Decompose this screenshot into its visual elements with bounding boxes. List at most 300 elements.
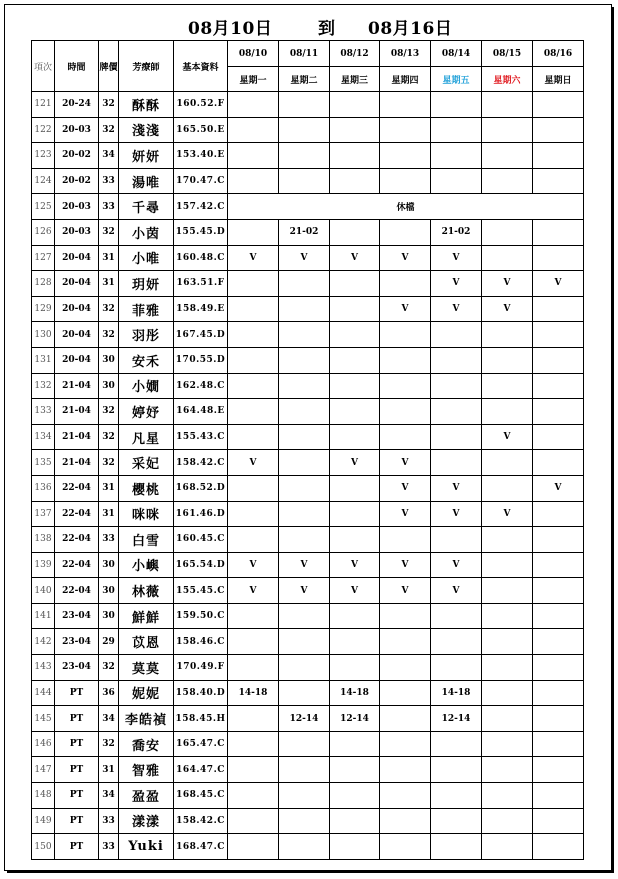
row-day-cell [380, 399, 431, 425]
row-day-cell: V [330, 552, 380, 578]
row-day-cell [380, 424, 431, 450]
row-price-cell: 31 [99, 475, 119, 501]
row-day-cell [431, 834, 482, 860]
row-day-cell: V [380, 245, 431, 271]
row-day-cell: V [533, 475, 584, 501]
row-day-cell [533, 603, 584, 629]
row-time-cell: 20-04 [55, 322, 99, 348]
row-day-cell [380, 629, 431, 655]
row-day-cell [482, 322, 533, 348]
row-price-cell: 31 [99, 757, 119, 783]
row-day-cell [279, 731, 330, 757]
row-therapist-cell: 莫莫 [119, 655, 174, 681]
row-index-cell: 138 [32, 527, 55, 553]
row-price-cell: 33 [99, 808, 119, 834]
header-time: 時間 [55, 41, 99, 92]
row-day-cell [279, 629, 330, 655]
row-time-cell: 20-03 [55, 219, 99, 245]
row-day-cell [533, 629, 584, 655]
row-day-cell [279, 117, 330, 143]
row-day-cell [228, 92, 279, 118]
row-time-cell: 23-04 [55, 603, 99, 629]
row-day-cell [431, 757, 482, 783]
table-row [32, 552, 584, 578]
schedule-title [0, 14, 618, 40]
row-day-cell: V [431, 578, 482, 604]
row-index-cell: 134 [32, 424, 55, 450]
row-price-cell: 30 [99, 578, 119, 604]
row-index-cell: 136 [32, 475, 55, 501]
row-day-cell [431, 117, 482, 143]
row-price-cell: 29 [99, 629, 119, 655]
row-info-cell: 170.55.D [174, 347, 228, 373]
row-day-cell [228, 296, 279, 322]
row-info-cell: 157.42.C [174, 194, 228, 220]
row-day-cell [431, 424, 482, 450]
table-row [32, 347, 584, 373]
header-date: 08/16 [533, 41, 584, 67]
row-therapist-cell: 小嫺 [119, 373, 174, 399]
row-info-cell: 170.49.F [174, 655, 228, 681]
row-therapist-cell: 小嶼 [119, 552, 174, 578]
schedule-table [31, 40, 584, 860]
row-price-cell: 34 [99, 706, 119, 732]
row-index-cell: 127 [32, 245, 55, 271]
title-end-date: 08月16日 [368, 19, 453, 39]
row-price-cell: 32 [99, 322, 119, 348]
row-index-cell: 144 [32, 680, 55, 706]
row-price-cell: 34 [99, 783, 119, 809]
row-info-cell: 158.42.C [174, 808, 228, 834]
row-day-cell [279, 322, 330, 348]
row-price-cell: 32 [99, 296, 119, 322]
row-day-cell [228, 655, 279, 681]
row-day-cell [279, 143, 330, 169]
row-day-cell: V [228, 245, 279, 271]
row-day-cell [482, 578, 533, 604]
row-therapist-cell: 盈盈 [119, 783, 174, 809]
row-info-cell: 167.45.D [174, 322, 228, 348]
row-therapist-cell: 采妃 [119, 450, 174, 476]
row-day-cell: 14-18 [228, 680, 279, 706]
row-info-cell: 159.50.C [174, 603, 228, 629]
row-index-cell: 123 [32, 143, 55, 169]
row-index-cell: 150 [32, 834, 55, 860]
row-day-cell: V [431, 501, 482, 527]
row-therapist-cell: 智雅 [119, 757, 174, 783]
row-therapist-cell: 咪咪 [119, 501, 174, 527]
table-row [32, 475, 584, 501]
row-day-cell [533, 527, 584, 553]
row-day-cell [482, 655, 533, 681]
header-weekday: 星期四 [380, 67, 431, 92]
row-day-cell [380, 731, 431, 757]
row-time-cell: 20-04 [55, 271, 99, 297]
row-day-cell: V [431, 296, 482, 322]
row-time-cell: PT [55, 757, 99, 783]
row-info-cell: 155.43.C [174, 424, 228, 450]
row-info-cell: 161.46.D [174, 501, 228, 527]
row-day-cell [482, 475, 533, 501]
row-day-cell: V [330, 578, 380, 604]
row-info-cell: 160.52.F [174, 92, 228, 118]
row-day-cell [431, 168, 482, 194]
row-day-cell [482, 706, 533, 732]
row-day-cell [330, 424, 380, 450]
row-day-cell: V [431, 475, 482, 501]
row-day-cell [330, 603, 380, 629]
row-day-cell [279, 655, 330, 681]
row-day-cell [482, 808, 533, 834]
row-day-cell [228, 603, 279, 629]
row-day-cell: V [431, 552, 482, 578]
row-info-cell: 165.54.D [174, 552, 228, 578]
row-day-cell [279, 92, 330, 118]
table-row [32, 168, 584, 194]
row-day-cell [380, 680, 431, 706]
row-day-cell [482, 603, 533, 629]
row-day-cell [228, 834, 279, 860]
row-day-cell [380, 808, 431, 834]
row-therapist-cell: 菲雅 [119, 296, 174, 322]
table-row [32, 629, 584, 655]
row-day-cell [228, 347, 279, 373]
row-day-cell [279, 347, 330, 373]
row-time-cell: PT [55, 808, 99, 834]
row-day-cell [431, 450, 482, 476]
row-index-cell: 124 [32, 168, 55, 194]
row-day-cell [482, 117, 533, 143]
row-day-cell [228, 373, 279, 399]
row-price-cell: 33 [99, 527, 119, 553]
row-day-cell [228, 629, 279, 655]
row-day-cell [533, 219, 584, 245]
row-time-cell: PT [55, 783, 99, 809]
row-day-cell [330, 322, 380, 348]
row-day-cell [431, 629, 482, 655]
row-info-cell: 160.48.C [174, 245, 228, 271]
row-therapist-cell: 櫻桃 [119, 475, 174, 501]
row-day-cell [228, 757, 279, 783]
table-row [32, 117, 584, 143]
schedule-body [32, 92, 584, 860]
table-row [32, 194, 584, 220]
row-day-cell [330, 527, 380, 553]
row-day-cell [482, 783, 533, 809]
header-info: 基本資料 [174, 41, 228, 92]
header-therapist: 芳療師 [119, 41, 174, 92]
row-day-cell [330, 117, 380, 143]
header-date: 08/12 [330, 41, 380, 67]
table-row [32, 527, 584, 553]
row-day-cell: 21-02 [431, 219, 482, 245]
row-day-cell: V [279, 245, 330, 271]
row-therapist-cell: 小茵 [119, 219, 174, 245]
row-day-cell [330, 501, 380, 527]
row-day-cell: V [330, 450, 380, 476]
row-info-cell: 155.45.C [174, 578, 228, 604]
row-index-cell: 121 [32, 92, 55, 118]
row-day-cell [279, 296, 330, 322]
row-day-cell [533, 373, 584, 399]
table-row [32, 757, 584, 783]
row-time-cell: 23-04 [55, 629, 99, 655]
row-day-cell [482, 527, 533, 553]
row-therapist-cell: Yuki [119, 834, 174, 860]
row-day-cell [330, 399, 380, 425]
row-day-cell: V [380, 501, 431, 527]
row-info-cell: 164.48.E [174, 399, 228, 425]
row-time-cell: 22-04 [55, 475, 99, 501]
table-row [32, 808, 584, 834]
title-start-date: 08月10日 [188, 19, 273, 39]
header-weekday: 星期一 [228, 67, 279, 92]
row-day-cell [533, 117, 584, 143]
table-row [32, 603, 584, 629]
row-day-cell [380, 92, 431, 118]
row-time-cell: 20-04 [55, 347, 99, 373]
row-price-cell: 36 [99, 680, 119, 706]
row-therapist-cell: 羽彤 [119, 322, 174, 348]
table-row [32, 245, 584, 271]
row-therapist-cell: 李皓禎 [119, 706, 174, 732]
header-weekday: 星期三 [330, 67, 380, 92]
row-therapist-cell: 喬安 [119, 731, 174, 757]
row-time-cell: 20-04 [55, 296, 99, 322]
row-day-cell [228, 783, 279, 809]
row-day-cell [533, 347, 584, 373]
row-therapist-cell: 凡星 [119, 424, 174, 450]
row-price-cell: 32 [99, 450, 119, 476]
row-day-cell [279, 501, 330, 527]
row-day-cell [279, 168, 330, 194]
row-day-cell [228, 271, 279, 297]
row-day-cell: V [482, 501, 533, 527]
row-day-cell [279, 399, 330, 425]
row-time-cell: 20-02 [55, 168, 99, 194]
row-index-cell: 140 [32, 578, 55, 604]
table-row [32, 578, 584, 604]
row-day-cell [482, 245, 533, 271]
table-row [32, 731, 584, 757]
row-day-cell [380, 117, 431, 143]
row-index-cell: 132 [32, 373, 55, 399]
row-day-cell [482, 168, 533, 194]
row-price-cell: 32 [99, 399, 119, 425]
row-day-cell [279, 450, 330, 476]
row-day-cell [279, 603, 330, 629]
row-price-cell: 32 [99, 731, 119, 757]
row-price-cell: 30 [99, 347, 119, 373]
row-price-cell: 33 [99, 834, 119, 860]
row-day-cell [482, 629, 533, 655]
header-date: 08/10 [228, 41, 279, 67]
row-index-cell: 141 [32, 603, 55, 629]
table-row [32, 783, 584, 809]
row-day-cell [533, 143, 584, 169]
row-day-cell: V [482, 424, 533, 450]
header-date: 08/11 [279, 41, 330, 67]
table-row [32, 655, 584, 681]
row-day-cell [431, 92, 482, 118]
row-day-cell [533, 552, 584, 578]
table-row [32, 92, 584, 118]
header-index: 項次 [32, 41, 55, 92]
row-info-cell: 158.40.D [174, 680, 228, 706]
row-day-cell [228, 475, 279, 501]
row-day-cell [279, 475, 330, 501]
row-index-cell: 135 [32, 450, 55, 476]
row-day-cell: 14-18 [431, 680, 482, 706]
header-weekday-saturday: 星期六 [482, 67, 533, 92]
row-day-cell [533, 706, 584, 732]
row-day-cell: V [380, 475, 431, 501]
row-therapist-cell: 妍妍 [119, 143, 174, 169]
row-day-cell: V [380, 296, 431, 322]
row-day-cell [279, 424, 330, 450]
row-price-cell: 33 [99, 168, 119, 194]
row-day-cell [279, 527, 330, 553]
header-weekday: 星期日 [533, 67, 584, 92]
row-day-cell [279, 808, 330, 834]
row-day-cell [228, 219, 279, 245]
row-day-cell [482, 219, 533, 245]
row-day-cell [533, 322, 584, 348]
row-day-cell [330, 92, 380, 118]
row-day-cell [482, 92, 533, 118]
row-index-cell: 128 [32, 271, 55, 297]
row-day-cell [380, 757, 431, 783]
row-index-cell: 131 [32, 347, 55, 373]
row-info-cell: 155.45.D [174, 219, 228, 245]
row-info-cell: 162.48.C [174, 373, 228, 399]
row-day-cell: V [482, 296, 533, 322]
row-info-cell: 158.42.C [174, 450, 228, 476]
row-time-cell: PT [55, 731, 99, 757]
row-price-cell: 32 [99, 424, 119, 450]
header-weekday: 星期二 [279, 67, 330, 92]
row-therapist-cell: 鮮鮮 [119, 603, 174, 629]
row-info-cell: 164.47.C [174, 757, 228, 783]
row-day-cell: V [380, 552, 431, 578]
row-day-cell [431, 783, 482, 809]
row-price-cell: 32 [99, 219, 119, 245]
row-day-cell [431, 373, 482, 399]
row-therapist-cell: 妮妮 [119, 680, 174, 706]
row-day-cell [380, 219, 431, 245]
row-day-cell [330, 219, 380, 245]
row-day-cell [431, 322, 482, 348]
row-time-cell: 20-02 [55, 143, 99, 169]
row-day-cell [533, 399, 584, 425]
header-weekday-friday: 星期五 [431, 67, 482, 92]
row-time-cell: 22-04 [55, 552, 99, 578]
table-row [32, 680, 584, 706]
row-day-cell [482, 373, 533, 399]
row-day-cell [431, 603, 482, 629]
row-day-cell [482, 450, 533, 476]
row-index-cell: 143 [32, 655, 55, 681]
row-day-cell [533, 757, 584, 783]
row-day-cell [533, 450, 584, 476]
table-row [32, 219, 584, 245]
row-info-cell: 158.46.C [174, 629, 228, 655]
row-index-cell: 148 [32, 783, 55, 809]
row-index-cell: 137 [32, 501, 55, 527]
row-day-cell [330, 296, 380, 322]
row-price-cell: 33 [99, 194, 119, 220]
row-day-cell [279, 680, 330, 706]
row-index-cell: 139 [32, 552, 55, 578]
table-row [32, 322, 584, 348]
row-day-cell [330, 731, 380, 757]
row-day-cell: 14-18 [330, 680, 380, 706]
row-therapist-cell: 淺淺 [119, 117, 174, 143]
row-day-cell [533, 680, 584, 706]
row-time-cell: 22-04 [55, 578, 99, 604]
row-day-cell: V [279, 578, 330, 604]
row-info-cell: 168.45.C [174, 783, 228, 809]
row-day-cell [533, 296, 584, 322]
row-index-cell: 122 [32, 117, 55, 143]
row-info-cell: 168.47.C [174, 834, 228, 860]
table-row [32, 834, 584, 860]
row-time-cell: 22-04 [55, 501, 99, 527]
row-therapist-cell: 湯唯 [119, 168, 174, 194]
row-day-cell [279, 834, 330, 860]
row-index-cell: 149 [32, 808, 55, 834]
header-row-dates [32, 41, 584, 67]
row-day-cell [482, 680, 533, 706]
row-therapist-cell: 玥妍 [119, 271, 174, 297]
row-day-cell: V [279, 552, 330, 578]
row-day-cell: V [431, 271, 482, 297]
row-day-cell [380, 783, 431, 809]
row-day-cell: V [431, 245, 482, 271]
row-therapist-cell: 林薇 [119, 578, 174, 604]
row-day-cell [431, 143, 482, 169]
row-day-cell [533, 834, 584, 860]
row-therapist-cell: 苡恩 [119, 629, 174, 655]
row-day-cell [330, 757, 380, 783]
row-day-cell [380, 603, 431, 629]
row-time-cell: PT [55, 834, 99, 860]
row-day-cell: V [228, 552, 279, 578]
row-index-cell: 146 [32, 731, 55, 757]
header-date: 08/13 [380, 41, 431, 67]
row-time-cell: 20-24 [55, 92, 99, 118]
row-day-cell [279, 271, 330, 297]
row-therapist-cell: 酥酥 [119, 92, 174, 118]
row-price-cell: 31 [99, 271, 119, 297]
row-info-cell: 165.47.C [174, 731, 228, 757]
table-row [32, 296, 584, 322]
row-day-cell [228, 731, 279, 757]
row-day-cell [431, 731, 482, 757]
row-index-cell: 129 [32, 296, 55, 322]
row-day-cell [533, 731, 584, 757]
row-day-cell [482, 552, 533, 578]
row-day-cell [330, 655, 380, 681]
row-day-cell [330, 783, 380, 809]
row-day-cell [279, 783, 330, 809]
row-day-cell [380, 706, 431, 732]
row-day-cell [431, 808, 482, 834]
row-time-cell: PT [55, 680, 99, 706]
row-day-cell [431, 527, 482, 553]
header-date: 08/15 [482, 41, 533, 67]
row-info-cell: 165.50.E [174, 117, 228, 143]
